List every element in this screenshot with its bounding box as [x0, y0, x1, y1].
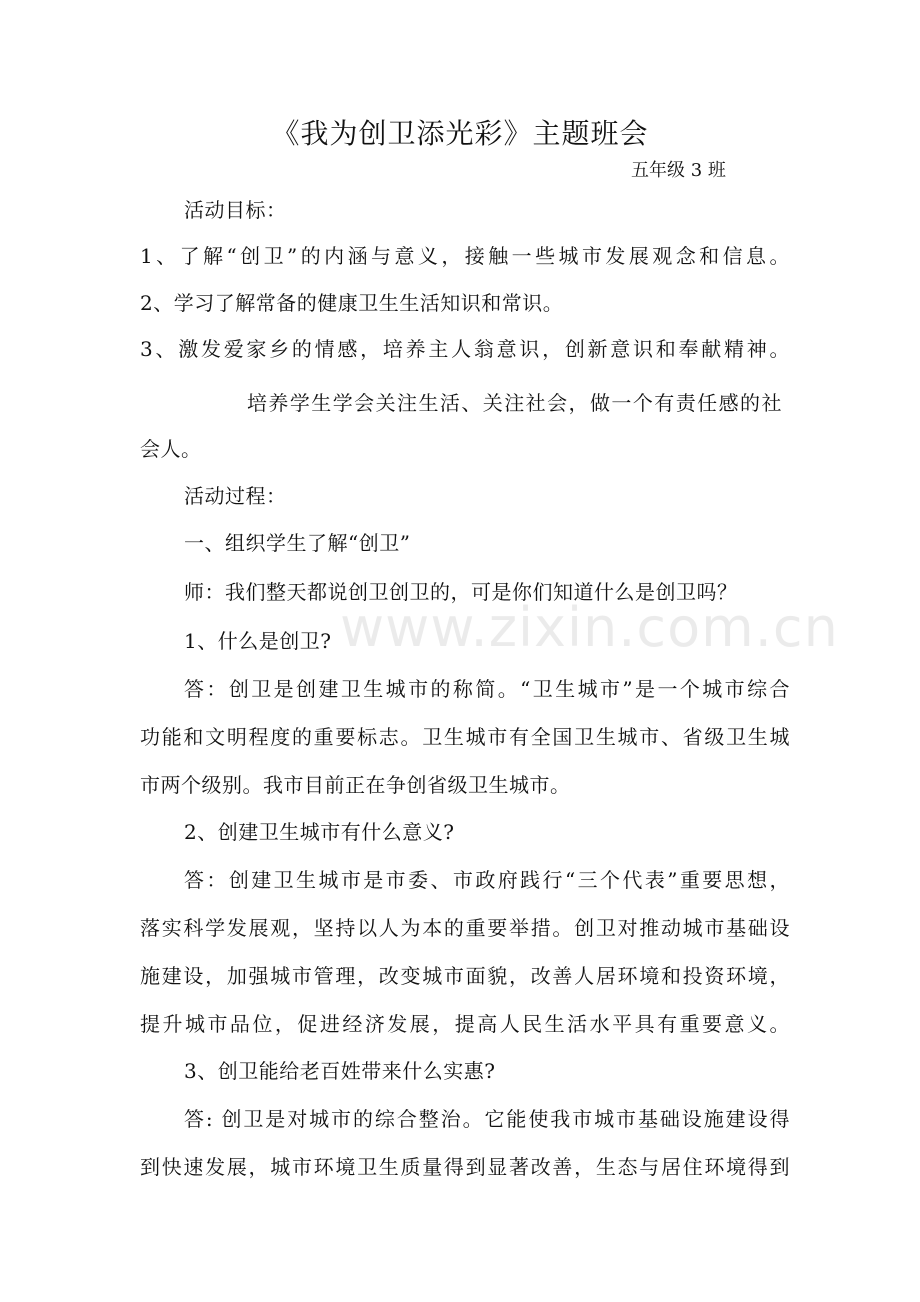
paragraph-line: 活动过程：	[184, 484, 287, 508]
paragraph-line: 2、学习了解常备的健康卫生生活知识和常识。	[140, 291, 564, 315]
paragraph-line: 答：创卫是创建卫生城市的称简。“卫生城市”是一个城市综合	[184, 677, 790, 701]
paragraph-line: 一、组织学生了解“创卫”	[184, 531, 411, 555]
paragraph-line: 答: 创卫是对城市的综合整治。它能使我市城市基础设施建设得	[184, 1107, 790, 1131]
paragraph-line: 3、创卫能给老百姓带来什么实惠?	[184, 1059, 496, 1083]
paragraph-line: 1、了解“创卫”的内涵与意义，接触一些城市发展观念和信息。	[140, 244, 790, 268]
paragraph-line: 答：创建卫生城市是市委、市政府践行“三个代表”重要思想，	[184, 868, 790, 892]
paragraph-line: 活动目标：	[184, 198, 287, 222]
paragraph-line: 落实科学发展观，坚持以人为本的重要举措。创卫对推动城市基础设	[140, 916, 790, 940]
watermark: www.zixin.com.cn	[340, 596, 839, 659]
paragraph-line: 施建设，加强城市管理，改变城市面貌，改善人居环境和投资环境，	[140, 964, 790, 988]
paragraph-line: 2、创建卫生城市有什么意义?	[184, 820, 455, 844]
paragraph-line: 师：我们整天都说创卫创卫的，可是你们知道什么是创卫吗？	[184, 580, 738, 604]
paragraph-line: 市两个级别。我市目前正在争创省级卫生城市。	[140, 773, 571, 797]
document-title: 《我为创卫添光彩》主题班会	[271, 117, 649, 150]
paragraph-line: 3、激发爱家乡的情感，培养主人翁意识，创新意识和奉献精神。	[140, 337, 790, 361]
class-name: 五年级 3 班	[631, 160, 726, 181]
paragraph-line: 提升城市品位，促进经济发展，提高人民生活水平具有重要意义。	[140, 1012, 790, 1036]
paragraph-line: 培养学生学会关注生活、关注社会，做一个有责任感的社	[247, 391, 782, 415]
paragraph-line: 到快速发展，城市环境卫生质量得到显著改善，生态与居住环境得到	[140, 1155, 790, 1179]
paragraph-line: 1、什么是创卫?	[184, 629, 332, 653]
paragraph-line: 会人。	[140, 437, 202, 461]
paragraph-line: 功能和文明程度的重要标志。卫生城市有全国卫生城市、省级卫生城	[140, 725, 790, 749]
